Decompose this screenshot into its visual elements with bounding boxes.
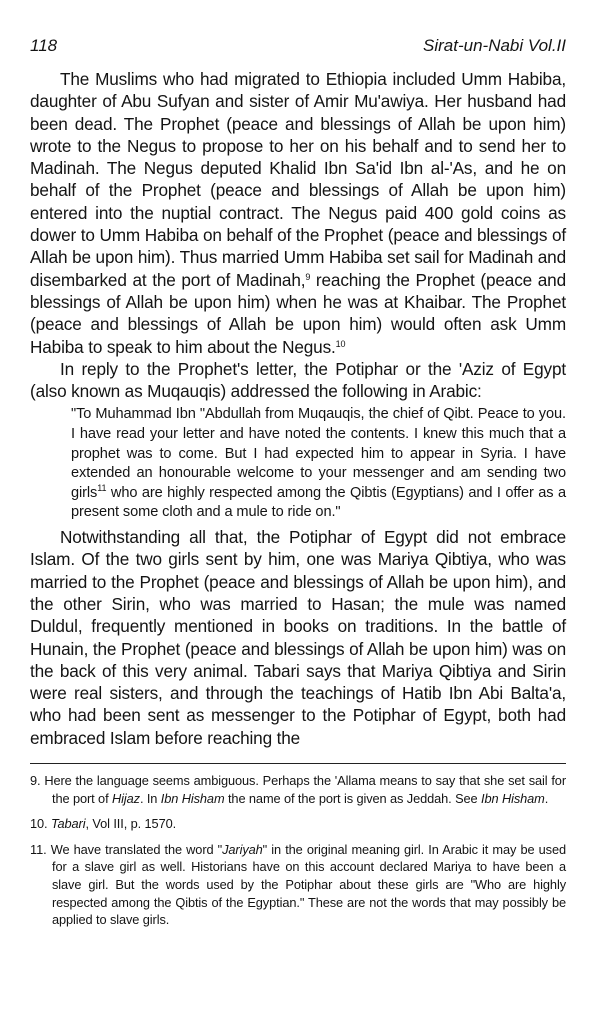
footnotes xyxy=(30,772,566,929)
footnote-ref-10: 10 xyxy=(335,338,346,349)
body-text xyxy=(30,68,566,749)
book-page xyxy=(30,36,566,937)
footnote-ref-11: 11 xyxy=(97,482,107,493)
footnote-divider xyxy=(30,763,566,764)
footnote-10: 10. Tabari, Vol III, p. 1570. xyxy=(30,816,177,832)
footnote-ref-9: 9 xyxy=(305,271,311,282)
page-number: 118 xyxy=(30,36,58,55)
footnote-9: 9. Here the language seems ambiguous. Perhaps the 'Allama means to say that she set sail for the port of Hijaz. In Ibn Hisham the name of the port is given as Jeddah. See Ibn Hisham. xyxy=(30,772,566,806)
paragraph-potiphar: Notwithstanding all that, the Potiphar of Egypt did not embrace Islam. Of the two girls sent by him, one was Mariya Qibtiya, who was married to the Prophet (peace and blessings of Allah be upon him), and the other Sirin, who was married to Hasan; the mule was named Duldul, frequently mentioned in books on traditions. In the battle of Hunain, the Prophet (peace and blessings of Allah be upon him) was on the back of this very animal. Tabari says that Mariya Qibtiya and Sirin were real sisters, and through the teachings of Hatib Ibn Abi Balta'a, who had been sent as messenger to the Potiphar of Egypt, both had embraced Islam before reaching the xyxy=(30,527,566,748)
running-title: Sirat-un-Nabi Vol.II xyxy=(423,36,566,55)
paragraph-reply-intro: In reply to the Prophet's letter, the Potiphar or the 'Aziz of Egypt (also known as Muqauqis) addressed the following in Arabic: xyxy=(30,358,566,402)
paragraph-umm-habiba: The Muslims who had migrated to Ethiopia included Umm Habiba, daughter of Abu Sufyan and sister of Amir Mu'awiya. Her husband had been dead. The Prophet (peace and blessings of Allah be upon him) wrote to the Negus to propose to her on his behalf and to send her to Madinah. The Negus deputed Khalid Ibn Sa'id Ibn al-'As, and he on behalf of the Prophet (peace and blessings of Allah be upon him) entered into the nuptial contract. The Negus paid 400 gold coins as dower to Umm Habiba on behalf of the Prophet (peace and blessings of Allah be upon him). Thus married Umm Habiba set sail for Madinah and disembarked at the port of Madinah,$^9$ reaching the Prophet (peace and blessings of Allah be upon him) when he was at Khaibar. The Prophet (peace and blessings of Allah be upon him) would often ask Umm Habiba to speak to him about the Negus.$^{10}$ xyxy=(30,69,566,357)
block-quote-letter: "To Muhammad Ibn "Abdullah from Muqauqis, the chief of Qibt. Peace to you. I have read your letter and have noted the contents. I knew this much that a prophet was to come. But I had expected him to appear in Syria. I have extended an honourable welcome to your messenger and am sending two girls$^{11}$ who are highly respected among the Qibtis (Egyptians) and I offer as a present some cloth and a mule to ride on." xyxy=(71,406,566,521)
page-header xyxy=(30,36,566,56)
footnote-11: 11. We have translated the word "Jariyah" in the original meaning girl. In Arabic it may be used for a slave girl as well. Historians have on this account declared Mariya to have been a slave girl. But the words used by the Potiphar about these girls are "Who are highly respected among the Qibtis of the Egyptian." These are not the words that may possibly be applied to slave girls. xyxy=(30,841,566,928)
